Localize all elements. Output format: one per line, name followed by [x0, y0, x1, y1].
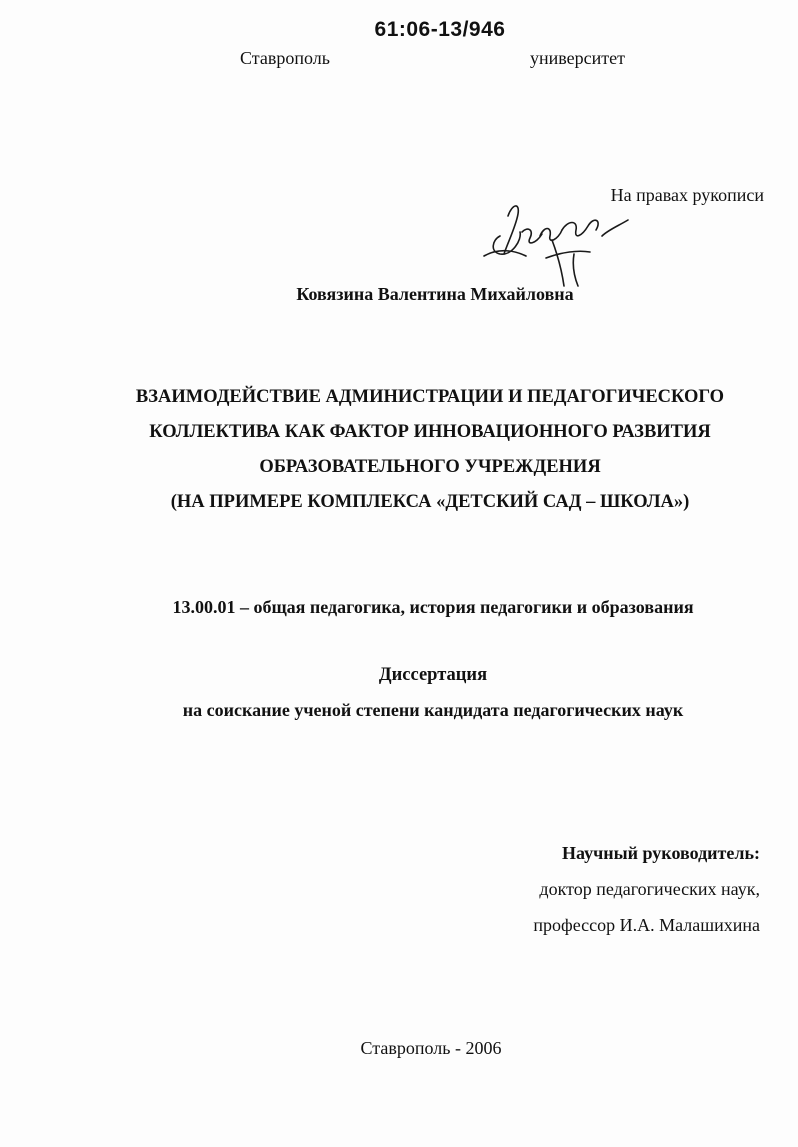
- header-city: Ставрополь: [240, 48, 330, 68]
- supervisor-label: Научный руководитель:: [562, 843, 760, 863]
- title-line: КОЛЛЕКТИВА КАК ФАКТОР ИННОВАЦИОННОГО РАЗВИТИЯ: [149, 422, 711, 442]
- supervisor-degree: доктор педагогических наук,: [539, 879, 760, 899]
- supervisor-name: профессор И.А. Малашихина: [533, 915, 760, 935]
- catalog-number: 61:06-13/946: [374, 18, 506, 41]
- handwritten-signature: [478, 196, 638, 292]
- footer-city-year: Ставрополь - 2006: [360, 1038, 502, 1058]
- title-line: ОБРАЗОВАТЕЛЬНОГО УЧРЕЖДЕНИЯ: [259, 457, 601, 477]
- author-name: Ковязина Валентина Михайловна: [296, 284, 574, 304]
- title-line: ВЗАИМОДЕЙСТВИЕ АДМИНИСТРАЦИИ И ПЕДАГОГИЧЕСКОГО: [135, 387, 725, 407]
- header-university: университет: [530, 48, 625, 68]
- title-line: (НА ПРИМЕРЕ КОМПЛЕКСА «ДЕТСКИЙ САД – ШКОЛА»): [170, 492, 690, 512]
- document-type: Диссертация: [378, 665, 488, 685]
- supervisor-block: [533, 835, 760, 943]
- degree-sought: на соискание ученой степени кандидата педагогических наук: [182, 700, 684, 720]
- specialty-code: 13.00.01 – общая педагогика, история педагогики и образования: [172, 597, 694, 617]
- dissertation-title: [0, 380, 798, 520]
- manuscript-rights-note: На правах рукописи: [610, 185, 764, 205]
